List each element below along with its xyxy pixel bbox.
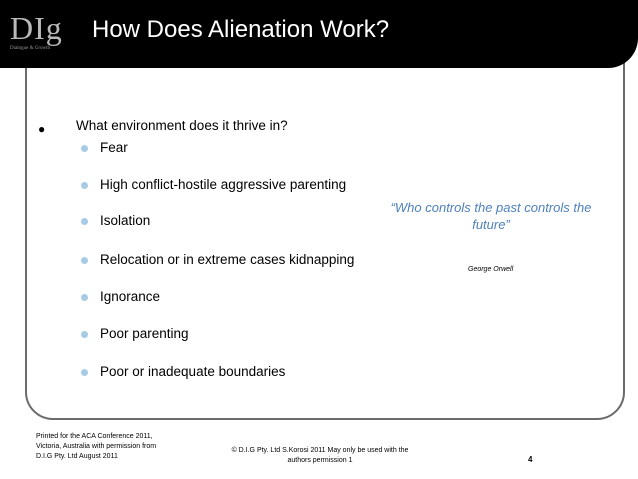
bullet-dot-icon bbox=[81, 294, 88, 301]
list-item-text: Fear bbox=[100, 140, 128, 155]
page-number: 4 bbox=[528, 455, 533, 464]
footer-left-line: Victoria, Australia with permission from bbox=[36, 443, 157, 450]
quote-author: George Orwell bbox=[468, 266, 514, 273]
main-bullet-icon: ● bbox=[38, 122, 46, 136]
bullet-dot-icon bbox=[81, 218, 88, 225]
slide-title: How Does Alienation Work? bbox=[92, 16, 390, 43]
bullet-dot-icon bbox=[81, 182, 88, 189]
list-item-text: Isolation bbox=[100, 213, 151, 228]
footer-left-line: D.I.G Pty. Ltd August 2011 bbox=[36, 453, 118, 460]
list-item-text: Poor or inadequate boundaries bbox=[100, 364, 286, 379]
orwell-quote: “Who controls the past controls the future” bbox=[390, 200, 592, 232]
footer-center-line: © D.I.G Pty. Ltd S.Korosi 2011 May only be used with the bbox=[231, 447, 409, 454]
logo-mark: DIg bbox=[10, 10, 63, 46]
footer-left-line: Printed for the ACA Conference 2011, bbox=[36, 433, 153, 440]
footer-center-line: authors permission 1 bbox=[287, 457, 353, 464]
list-item-text: Ignorance bbox=[100, 289, 161, 304]
main-bullet-text: What environment does it thrive in? bbox=[76, 118, 288, 133]
list-item-text: Poor parenting bbox=[100, 326, 189, 341]
bullet-dot-icon bbox=[81, 145, 88, 152]
dig-logo bbox=[10, 8, 72, 64]
bullet-dot-icon bbox=[81, 331, 88, 338]
slide-header bbox=[0, 0, 638, 68]
list-item-text: High conflict-hostile aggressive parenting bbox=[100, 177, 347, 192]
list-item-text: Relocation or in extreme cases kidnapping bbox=[100, 252, 355, 267]
footer-copyright bbox=[220, 446, 420, 466]
bullet-dot-icon bbox=[81, 257, 88, 264]
bullet-dot-icon bbox=[81, 369, 88, 376]
footer-print-note bbox=[36, 432, 186, 462]
logo-subtitle: Dialogue & Growth bbox=[10, 46, 50, 51]
